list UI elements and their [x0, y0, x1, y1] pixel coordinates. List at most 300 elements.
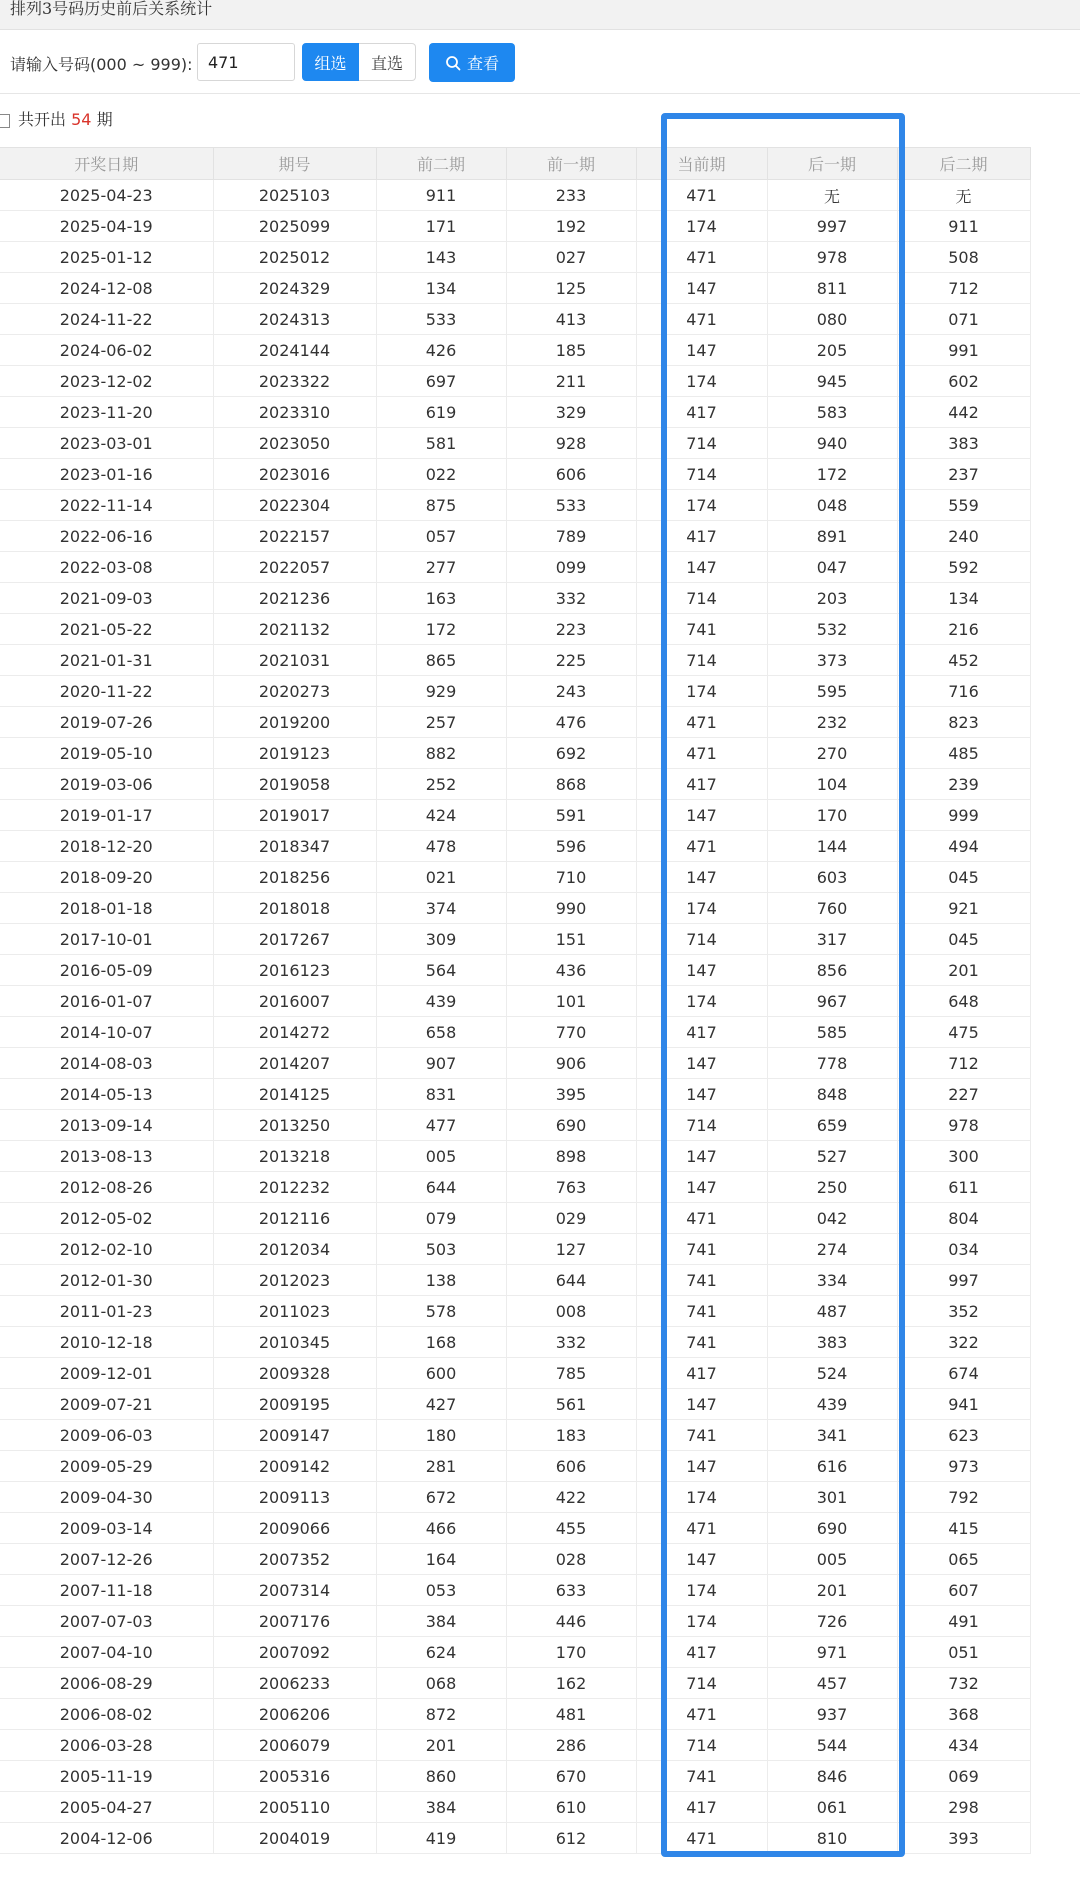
table-row [0, 893, 1030, 924]
col-draw-date-cell: 2023-03-01 [0, 428, 213, 459]
col-current-cell: 147 [636, 1172, 767, 1203]
col-prev1-cell: 481 [506, 1699, 636, 1730]
group-select-button[interactable]: 组选 [302, 43, 359, 81]
col-issue-cell: 2016007 [213, 986, 376, 1017]
col-prev2-cell: 164 [376, 1544, 506, 1575]
col-prev1-cell: 455 [506, 1513, 636, 1544]
col-issue-cell: 2012116 [213, 1203, 376, 1234]
table-row [0, 1823, 1030, 1854]
col-draw-date-cell: 2007-11-18 [0, 1575, 213, 1606]
col-prev2-cell: 053 [376, 1575, 506, 1606]
col-prev2-cell: 619 [376, 397, 506, 428]
col-issue-cell: 2024329 [213, 273, 376, 304]
col-next2-cell: 045 [897, 924, 1030, 955]
col-current-cell: 147 [636, 552, 767, 583]
col-prev2-cell: 503 [376, 1234, 506, 1265]
col-next2-cell: 648 [897, 986, 1030, 1017]
col-current-cell: 471 [636, 1699, 767, 1730]
col-current-cell: 714 [636, 1668, 767, 1699]
col-prev1-cell: 162 [506, 1668, 636, 1699]
col-prev1-cell: 591 [506, 800, 636, 831]
col-next2-cell: 240 [897, 521, 1030, 552]
col-next1-cell: 603 [767, 862, 897, 893]
col-next1-cell: 760 [767, 893, 897, 924]
col-issue-cell: 2009142 [213, 1451, 376, 1482]
col-prev1-cell: 763 [506, 1172, 636, 1203]
col-issue-cell: 2013250 [213, 1110, 376, 1141]
col-prev1-cell: 868 [506, 769, 636, 800]
col-current-cell: 174 [636, 1575, 767, 1606]
col-prev1-cell: 286 [506, 1730, 636, 1761]
col-next2-cell: 732 [897, 1668, 1030, 1699]
col-draw-date-cell: 2022-11-14 [0, 490, 213, 521]
col-issue-cell: 2022157 [213, 521, 376, 552]
table-row [0, 335, 1030, 366]
search-icon [445, 55, 461, 71]
col-next1-cell: 487 [767, 1296, 897, 1327]
col-issue-cell: 2013218 [213, 1141, 376, 1172]
col-next2-cell: 716 [897, 676, 1030, 707]
col-prev1-cell: 692 [506, 738, 636, 769]
col-draw-date-cell: 2013-09-14 [0, 1110, 213, 1141]
col-prev2-cell: 426 [376, 335, 506, 366]
col-next1-cell: 810 [767, 1823, 897, 1854]
table-row [0, 1761, 1030, 1792]
col-issue-cell: 2009195 [213, 1389, 376, 1420]
table-body [0, 180, 1030, 1854]
col-issue-cell: 2021132 [213, 614, 376, 645]
col-current-cell: 147 [636, 1141, 767, 1172]
col-prev1-cell: 990 [506, 893, 636, 924]
col-next1-cell: 891 [767, 521, 897, 552]
col-next2-cell: 239 [897, 769, 1030, 800]
col-issue-cell: 2024313 [213, 304, 376, 335]
col-issue-cell: 2005316 [213, 1761, 376, 1792]
col-issue-cell: 2007352 [213, 1544, 376, 1575]
table-row [0, 800, 1030, 831]
col-draw-date-cell: 2019-01-17 [0, 800, 213, 831]
col-prev2-cell: 875 [376, 490, 506, 521]
table-row [0, 211, 1030, 242]
table-row [0, 1544, 1030, 1575]
col-draw-date-cell: 2023-12-02 [0, 366, 213, 397]
col-next2-cell: 792 [897, 1482, 1030, 1513]
col-next1-cell: 585 [767, 1017, 897, 1048]
col-draw-date-cell: 2012-02-10 [0, 1234, 213, 1265]
col-draw-date-cell: 2025-01-12 [0, 242, 213, 273]
col-issue-cell: 2025099 [213, 211, 376, 242]
col-draw-date-cell: 2014-10-07 [0, 1017, 213, 1048]
col-current-cell: 417 [636, 1637, 767, 1668]
col-next1-cell: 048 [767, 490, 897, 521]
table-row [0, 1017, 1030, 1048]
col-draw-date-cell: 2007-04-10 [0, 1637, 213, 1668]
col-prev2-cell: 005 [376, 1141, 506, 1172]
col-prev1-cell: 533 [506, 490, 636, 521]
col-next1-cell: 527 [767, 1141, 897, 1172]
table-row [0, 1637, 1030, 1668]
col-issue-header: 期号 [213, 148, 376, 180]
col-next1-cell: 061 [767, 1792, 897, 1823]
col-next2-cell: 607 [897, 1575, 1030, 1606]
col-next1-cell: 144 [767, 831, 897, 862]
col-prev2-header: 前二期 [376, 148, 506, 180]
col-prev2-cell: 911 [376, 180, 506, 211]
col-issue-cell: 2010345 [213, 1327, 376, 1358]
col-prev2-cell: 172 [376, 614, 506, 645]
col-prev2-cell: 143 [376, 242, 506, 273]
col-next2-cell: 201 [897, 955, 1030, 986]
col-current-cell: 471 [636, 1203, 767, 1234]
table-row [0, 986, 1030, 1017]
col-issue-cell: 2004019 [213, 1823, 376, 1854]
table-row [0, 1234, 1030, 1265]
col-next2-cell: 298 [897, 1792, 1030, 1823]
col-draw-date-cell: 2023-01-16 [0, 459, 213, 490]
table-header [0, 148, 1030, 180]
col-next2-cell: 592 [897, 552, 1030, 583]
col-next1-cell: 937 [767, 1699, 897, 1730]
col-current-cell: 714 [636, 924, 767, 955]
col-next2-header: 后二期 [897, 148, 1030, 180]
col-draw-date-cell: 2007-12-26 [0, 1544, 213, 1575]
table-row [0, 1141, 1030, 1172]
col-draw-date-cell: 2005-11-19 [0, 1761, 213, 1792]
col-draw-date-cell: 2006-08-02 [0, 1699, 213, 1730]
col-issue-cell: 2023322 [213, 366, 376, 397]
col-current-cell: 147 [636, 1048, 767, 1079]
col-draw-date-cell: 2014-05-13 [0, 1079, 213, 1110]
col-issue-cell: 2009113 [213, 1482, 376, 1513]
col-prev1-cell: 561 [506, 1389, 636, 1420]
col-current-cell: 147 [636, 1451, 767, 1482]
col-prev2-cell: 564 [376, 955, 506, 986]
col-prev1-cell: 099 [506, 552, 636, 583]
col-next1-cell: 457 [767, 1668, 897, 1699]
col-prev1-cell: 612 [506, 1823, 636, 1854]
col-next1-cell: 846 [767, 1761, 897, 1792]
col-current-cell: 741 [636, 1265, 767, 1296]
col-prev2-cell: 252 [376, 769, 506, 800]
col-issue-cell: 2020273 [213, 676, 376, 707]
col-issue-cell: 2014125 [213, 1079, 376, 1110]
col-prev2-cell: 860 [376, 1761, 506, 1792]
col-next1-cell: 172 [767, 459, 897, 490]
col-next1-cell: 274 [767, 1234, 897, 1265]
col-next2-cell: 602 [897, 366, 1030, 397]
col-next2-cell: 921 [897, 893, 1030, 924]
col-issue-cell: 2006206 [213, 1699, 376, 1730]
header-row [0, 148, 1030, 180]
col-prev1-cell: 027 [506, 242, 636, 273]
col-current-cell: 174 [636, 1482, 767, 1513]
col-next1-cell: 301 [767, 1482, 897, 1513]
col-prev1-cell: 028 [506, 1544, 636, 1575]
col-draw-date-cell: 2012-08-26 [0, 1172, 213, 1203]
col-prev1-cell: 610 [506, 1792, 636, 1823]
col-next2-cell: 237 [897, 459, 1030, 490]
col-prev2-cell: 697 [376, 366, 506, 397]
col-next2-cell: 823 [897, 707, 1030, 738]
col-next2-cell: 941 [897, 1389, 1030, 1420]
col-next2-cell: 623 [897, 1420, 1030, 1451]
col-current-cell: 147 [636, 1544, 767, 1575]
col-next2-cell: 494 [897, 831, 1030, 862]
table-row [0, 180, 1030, 211]
col-next1-cell: 811 [767, 273, 897, 304]
col-draw-date-cell: 2021-01-31 [0, 645, 213, 676]
col-issue-cell: 2012023 [213, 1265, 376, 1296]
col-next1-cell: 042 [767, 1203, 897, 1234]
col-next2-cell: 712 [897, 1048, 1030, 1079]
col-draw-date-cell: 2016-01-07 [0, 986, 213, 1017]
col-next2-cell: 434 [897, 1730, 1030, 1761]
col-current-header: 当前期 [636, 148, 767, 180]
table-row [0, 738, 1030, 769]
col-next2-cell: 071 [897, 304, 1030, 335]
col-next2-cell: 804 [897, 1203, 1030, 1234]
col-current-cell: 417 [636, 1017, 767, 1048]
col-next1-cell: 201 [767, 1575, 897, 1606]
col-next2-cell: 393 [897, 1823, 1030, 1854]
col-prev2-cell: 277 [376, 552, 506, 583]
col-current-cell: 471 [636, 180, 767, 211]
col-prev2-cell: 831 [376, 1079, 506, 1110]
col-current-cell: 471 [636, 707, 767, 738]
col-draw-date-cell: 2009-05-29 [0, 1451, 213, 1482]
col-prev1-cell: 476 [506, 707, 636, 738]
col-next1-cell: 690 [767, 1513, 897, 1544]
col-next2-cell: 227 [897, 1079, 1030, 1110]
col-issue-cell: 2018256 [213, 862, 376, 893]
mode-toggle [302, 43, 416, 81]
col-draw-date-cell: 2016-05-09 [0, 955, 213, 986]
col-current-cell: 417 [636, 1792, 767, 1823]
table-row [0, 552, 1030, 583]
col-next1-cell: 945 [767, 366, 897, 397]
col-next2-cell: 045 [897, 862, 1030, 893]
col-issue-cell: 2005110 [213, 1792, 376, 1823]
col-prev2-cell: 163 [376, 583, 506, 614]
count-suffix: 期 [96, 110, 113, 129]
col-prev2-cell: 022 [376, 459, 506, 490]
col-next1-cell: 232 [767, 707, 897, 738]
col-next1-cell: 544 [767, 1730, 897, 1761]
view-button[interactable] [429, 43, 515, 82]
table-row [0, 1079, 1030, 1110]
table-row [0, 1606, 1030, 1637]
table-row [0, 1730, 1030, 1761]
number-input[interactable] [197, 43, 295, 81]
col-next1-cell: 170 [767, 800, 897, 831]
col-draw-date-cell: 2024-11-22 [0, 304, 213, 335]
col-draw-date-cell: 2025-04-23 [0, 180, 213, 211]
table-row [0, 1513, 1030, 1544]
col-current-cell: 741 [636, 1420, 767, 1451]
table-row [0, 1668, 1030, 1699]
col-current-cell: 741 [636, 1761, 767, 1792]
col-current-cell: 174 [636, 211, 767, 242]
col-current-cell: 741 [636, 1327, 767, 1358]
col-next2-cell: 485 [897, 738, 1030, 769]
table-row [0, 1048, 1030, 1079]
col-prev2-cell: 419 [376, 1823, 506, 1854]
col-prev2-cell: 309 [376, 924, 506, 955]
col-prev1-header: 前一期 [506, 148, 636, 180]
query-bar [0, 30, 1080, 94]
table-row [0, 583, 1030, 614]
col-prev1-cell: 223 [506, 614, 636, 645]
col-issue-cell: 2025103 [213, 180, 376, 211]
table-row [0, 1389, 1030, 1420]
table-row [0, 769, 1030, 800]
col-prev2-cell: 384 [376, 1606, 506, 1637]
col-current-cell: 741 [636, 1234, 767, 1265]
col-next2-cell: 611 [897, 1172, 1030, 1203]
col-prev1-cell: 770 [506, 1017, 636, 1048]
col-draw-date-cell: 2012-05-02 [0, 1203, 213, 1234]
col-prev2-cell: 624 [376, 1637, 506, 1668]
col-draw-date-cell: 2009-07-21 [0, 1389, 213, 1420]
col-prev1-cell: 101 [506, 986, 636, 1017]
col-prev2-cell: 865 [376, 645, 506, 676]
col-prev1-cell: 606 [506, 459, 636, 490]
col-prev1-cell: 395 [506, 1079, 636, 1110]
col-issue-cell: 2024144 [213, 335, 376, 366]
col-current-cell: 417 [636, 397, 767, 428]
col-current-cell: 147 [636, 1389, 767, 1420]
table-row [0, 459, 1030, 490]
col-issue-cell: 2016123 [213, 955, 376, 986]
col-issue-cell: 2009328 [213, 1358, 376, 1389]
col-prev2-cell: 882 [376, 738, 506, 769]
col-prev2-cell: 201 [376, 1730, 506, 1761]
col-prev2-cell: 578 [376, 1296, 506, 1327]
col-prev2-cell: 466 [376, 1513, 506, 1544]
col-prev2-cell: 180 [376, 1420, 506, 1451]
col-prev2-cell: 872 [376, 1699, 506, 1730]
col-prev2-cell: 477 [376, 1110, 506, 1141]
col-issue-cell: 2006079 [213, 1730, 376, 1761]
count-number: 54 [71, 110, 92, 129]
col-prev2-cell: 581 [376, 428, 506, 459]
col-next1-cell: 524 [767, 1358, 897, 1389]
title-bar [0, 0, 1080, 30]
table-row [0, 1296, 1030, 1327]
col-prev1-cell: 690 [506, 1110, 636, 1141]
col-prev2-cell: 021 [376, 862, 506, 893]
col-draw-date-cell: 2024-06-02 [0, 335, 213, 366]
table-row [0, 1358, 1030, 1389]
col-issue-cell: 2007092 [213, 1637, 376, 1668]
view-button-label: 查看 [466, 54, 499, 73]
col-draw-date-cell: 2018-12-20 [0, 831, 213, 862]
col-current-cell: 417 [636, 769, 767, 800]
col-prev1-cell: 243 [506, 676, 636, 707]
result-count [0, 107, 113, 137]
col-next1-cell: 726 [767, 1606, 897, 1637]
table-row [0, 862, 1030, 893]
page-title: 排列3号码历史前后关系统计 [10, 0, 213, 18]
col-current-cell: 174 [636, 676, 767, 707]
direct-select-button[interactable]: 直选 [359, 43, 416, 81]
col-prev2-cell: 533 [376, 304, 506, 335]
col-next2-cell: 674 [897, 1358, 1030, 1389]
col-next2-cell: 368 [897, 1699, 1030, 1730]
col-prev2-cell: 478 [376, 831, 506, 862]
col-prev1-cell: 008 [506, 1296, 636, 1327]
col-prev2-cell: 658 [376, 1017, 506, 1048]
col-next2-cell: 442 [897, 397, 1030, 428]
col-draw-date-cell: 2024-12-08 [0, 273, 213, 304]
col-next2-cell: 069 [897, 1761, 1030, 1792]
col-draw-date-cell: 2018-09-20 [0, 862, 213, 893]
col-prev2-cell: 644 [376, 1172, 506, 1203]
col-issue-cell: 2012232 [213, 1172, 376, 1203]
col-prev1-cell: 329 [506, 397, 636, 428]
col-prev2-cell: 600 [376, 1358, 506, 1389]
col-draw-date-cell: 2005-04-27 [0, 1792, 213, 1823]
col-next1-cell: 616 [767, 1451, 897, 1482]
col-prev1-cell: 606 [506, 1451, 636, 1482]
col-next1-cell: 317 [767, 924, 897, 955]
col-next1-cell: 439 [767, 1389, 897, 1420]
count-prefix: 共开出 [18, 110, 67, 129]
col-prev1-cell: 789 [506, 521, 636, 552]
col-current-cell: 714 [636, 1730, 767, 1761]
col-issue-cell: 2023310 [213, 397, 376, 428]
col-next1-cell: 967 [767, 986, 897, 1017]
col-next2-cell: 452 [897, 645, 1030, 676]
col-prev2-cell: 374 [376, 893, 506, 924]
col-draw-date-cell: 2018-01-18 [0, 893, 213, 924]
col-draw-date-cell: 2017-10-01 [0, 924, 213, 955]
col-current-cell: 471 [636, 738, 767, 769]
col-current-cell: 471 [636, 304, 767, 335]
col-draw-date-cell: 2013-08-13 [0, 1141, 213, 1172]
col-prev2-cell: 134 [376, 273, 506, 304]
col-prev2-cell: 424 [376, 800, 506, 831]
table-row [0, 1482, 1030, 1513]
col-next1-cell: 848 [767, 1079, 897, 1110]
col-next1-cell: 978 [767, 242, 897, 273]
col-prev1-cell: 332 [506, 583, 636, 614]
col-current-cell: 471 [636, 1513, 767, 1544]
col-issue-cell: 2009066 [213, 1513, 376, 1544]
table-row [0, 955, 1030, 986]
col-issue-cell: 2007314 [213, 1575, 376, 1606]
col-prev1-cell: 785 [506, 1358, 636, 1389]
col-draw-date-cell: 2022-06-16 [0, 521, 213, 552]
table-row [0, 242, 1030, 273]
col-current-cell: 471 [636, 242, 767, 273]
col-draw-date-cell: 2023-11-20 [0, 397, 213, 428]
col-prev1-cell: 225 [506, 645, 636, 676]
col-draw-date-cell: 2009-04-30 [0, 1482, 213, 1513]
col-next1-cell: 047 [767, 552, 897, 583]
col-prev1-cell: 928 [506, 428, 636, 459]
col-next1-cell: 532 [767, 614, 897, 645]
col-prev1-cell: 710 [506, 862, 636, 893]
col-issue-cell: 2014207 [213, 1048, 376, 1079]
checkbox-icon [0, 114, 10, 128]
col-next1-cell: 203 [767, 583, 897, 614]
col-prev1-cell: 332 [506, 1327, 636, 1358]
col-next1-cell: 583 [767, 397, 897, 428]
table-row [0, 924, 1030, 955]
col-issue-cell: 2006233 [213, 1668, 376, 1699]
col-next2-cell: 997 [897, 1265, 1030, 1296]
